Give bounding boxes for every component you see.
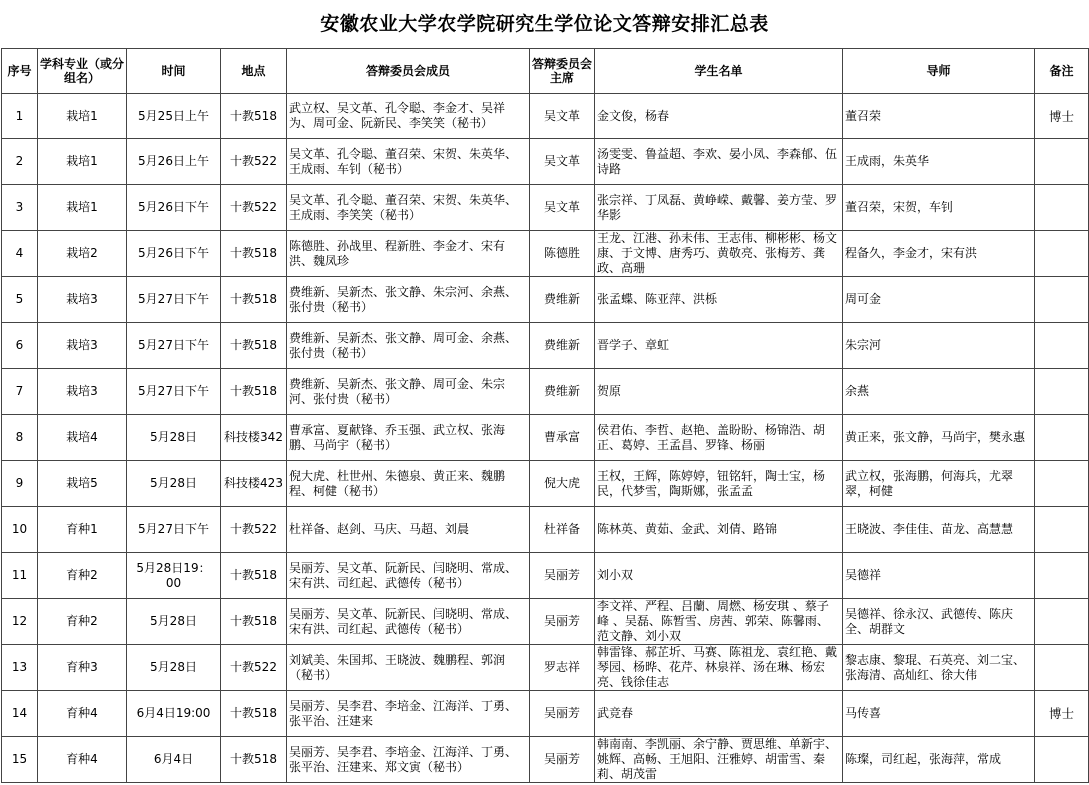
cell-advisor: 陈璨，司红起，张海萍，常成	[843, 737, 1035, 783]
cell-remark	[1035, 415, 1089, 461]
cell-committee: 武立权、吴文革、孔令聪、李金才、吴祥为、周可金、阮新民、李笑笑（秘书）	[287, 94, 530, 139]
cell-no: 5	[2, 277, 38, 323]
cell-major: 栽培4	[38, 415, 127, 461]
cell-advisor: 王成雨，朱英华	[843, 139, 1035, 185]
cell-remark	[1035, 599, 1089, 645]
table-row	[2, 461, 1089, 507]
cell-advisor: 朱宗河	[843, 323, 1035, 369]
cell-committee: 吴丽芳、吴文革、阮新民、闫晓明、常成、宋有洪、司红起、武德传（秘书）	[287, 553, 530, 599]
header-committee: 答辩委员会成员	[287, 49, 530, 94]
cell-major: 育种2	[38, 553, 127, 599]
cell-chair: 吴丽芳	[530, 553, 595, 599]
cell-major: 栽培3	[38, 323, 127, 369]
table-row	[2, 599, 1089, 645]
cell-major: 栽培1	[38, 139, 127, 185]
cell-major: 栽培5	[38, 461, 127, 507]
table-row	[2, 737, 1089, 783]
cell-time: 5月27日下午	[127, 369, 221, 415]
cell-no: 1	[2, 94, 38, 139]
cell-time: 5月28日	[127, 645, 221, 691]
cell-no: 6	[2, 323, 38, 369]
cell-committee: 吴丽芳、吴文革、阮新民、闫晓明、常成、宋有洪、司红起、武德传（秘书）	[287, 599, 530, 645]
header-remark: 备注	[1035, 49, 1089, 94]
cell-remark	[1035, 231, 1089, 277]
table-row	[2, 94, 1089, 139]
cell-students: 金文俊，杨春	[595, 94, 843, 139]
cell-advisor: 黎志康、黎琨、石英亮、刘二宝、张海清、高灿红、徐大伟	[843, 645, 1035, 691]
cell-chair: 杜祥备	[530, 507, 595, 553]
table-row	[2, 645, 1089, 691]
table-row	[2, 323, 1089, 369]
cell-major: 育种4	[38, 691, 127, 737]
cell-students: 王龙、江港、孙未伟、王志伟、柳彬彬、杨文康、于文博、唐秀巧、黄敬亮、张梅芳、龚政、高珊	[595, 231, 843, 277]
cell-remark	[1035, 507, 1089, 553]
table-row	[2, 507, 1089, 553]
cell-major: 栽培3	[38, 277, 127, 323]
cell-no: 15	[2, 737, 38, 783]
header-time: 时间	[127, 49, 221, 94]
cell-students: 韩雷锋、郝芷圻、马赛、陈祖龙、袁红艳、戴琴园、杨晔、花芹、林泉祥、汤在琳、杨宏亮、钱徐佳志	[595, 645, 843, 691]
cell-chair: 倪大虎	[530, 461, 595, 507]
cell-advisor: 吴德祥	[843, 553, 1035, 599]
cell-remark	[1035, 277, 1089, 323]
cell-students: 武竞春	[595, 691, 843, 737]
cell-chair: 罗志祥	[530, 645, 595, 691]
cell-major: 育种3	[38, 645, 127, 691]
cell-committee: 吴丽芳、吴李君、李培金、江海洋、丁勇、张平治、汪建来、郑文寅（秘书）	[287, 737, 530, 783]
cell-chair: 费维新	[530, 323, 595, 369]
cell-remark	[1035, 139, 1089, 185]
cell-place: 十教518	[221, 94, 287, 139]
cell-time: 5月26日上午	[127, 139, 221, 185]
table-row	[2, 369, 1089, 415]
cell-students: 侯君佑、李哲、赵艳、盖盼盼、杨锦浩、胡正、葛婷、王孟昌、罗锋、杨丽	[595, 415, 843, 461]
cell-time: 6月4日	[127, 737, 221, 783]
cell-no: 8	[2, 415, 38, 461]
defense-schedule-table	[1, 48, 1089, 783]
cell-no: 2	[2, 139, 38, 185]
cell-committee: 费维新、吴新杰、张文静、周可金、朱宗河、张付贵（秘书）	[287, 369, 530, 415]
cell-remark: 博士	[1035, 691, 1089, 737]
cell-time: 5月27日下午	[127, 323, 221, 369]
cell-no: 9	[2, 461, 38, 507]
cell-chair: 吴丽芳	[530, 599, 595, 645]
cell-advisor: 余燕	[843, 369, 1035, 415]
cell-students: 张孟蝶、陈亚萍、洪栎	[595, 277, 843, 323]
cell-place: 十教518	[221, 553, 287, 599]
table-row	[2, 415, 1089, 461]
header-advisor: 导师	[843, 49, 1035, 94]
cell-committee: 吴文革、孔令聪、董召荣、宋贺、朱英华、王成雨、李笑笑（秘书）	[287, 185, 530, 231]
cell-time: 5月26日下午	[127, 185, 221, 231]
page-title: 安徽农业大学农学院研究生学位论文答辩安排汇总表	[320, 13, 769, 35]
cell-place: 十教522	[221, 507, 287, 553]
cell-place: 十教518	[221, 369, 287, 415]
cell-committee: 吴丽芳、吴李君、李培金、江海洋、丁勇、张平治、汪建来	[287, 691, 530, 737]
cell-no: 7	[2, 369, 38, 415]
cell-students: 韩南南、李凯丽、余宁静、贾思维、单新宇、姚辉、高畅、王旭阳、汪雅婷、胡雷雪、秦莉、胡茂雷	[595, 737, 843, 783]
cell-chair: 费维新	[530, 277, 595, 323]
cell-place: 十教518	[221, 277, 287, 323]
cell-no: 13	[2, 645, 38, 691]
cell-chair: 费维新	[530, 369, 595, 415]
cell-time: 5月28日19：00	[127, 553, 221, 599]
table-row	[2, 553, 1089, 599]
header-no: 序号	[2, 49, 38, 94]
header-row	[2, 49, 1089, 94]
cell-place: 科技楼342	[221, 415, 287, 461]
cell-committee: 吴文革、孔令聪、董召荣、宋贺、朱英华、王成雨、车钊（秘书）	[287, 139, 530, 185]
cell-no: 11	[2, 553, 38, 599]
cell-no: 12	[2, 599, 38, 645]
cell-committee: 费维新、吴新杰、张文静、朱宗河、余燕、张付贵（秘书）	[287, 277, 530, 323]
cell-remark	[1035, 737, 1089, 783]
cell-students: 李文祥、严程、吕蘭、周燃、杨安琪 、蔡子峰 、吴磊、陈暂雪、房茜、郭荣、陈馨雨、范文静、刘小双	[595, 599, 843, 645]
cell-advisor: 吴德祥、徐永汉、武德传、陈庆全、胡群文	[843, 599, 1035, 645]
cell-time: 5月25日上午	[127, 94, 221, 139]
cell-advisor: 王晓波、李佳佳、苗龙、高慧慧	[843, 507, 1035, 553]
header-students: 学生名单	[595, 49, 843, 94]
table-row	[2, 277, 1089, 323]
cell-remark: 博士	[1035, 94, 1089, 139]
cell-chair: 陈德胜	[530, 231, 595, 277]
cell-time: 5月26日下午	[127, 231, 221, 277]
table-row	[2, 691, 1089, 737]
cell-place: 十教522	[221, 645, 287, 691]
cell-students: 张宗祥、丁凤磊、黄峥嵘、戴馨、姜方莹、罗华影	[595, 185, 843, 231]
cell-committee: 陈德胜、孙战里、程新胜、李金才、宋有洪、魏凤珍	[287, 231, 530, 277]
cell-time: 5月28日	[127, 461, 221, 507]
cell-committee: 杜祥备、赵剑、马庆、马超、刘晨	[287, 507, 530, 553]
header-place: 地点	[221, 49, 287, 94]
cell-chair: 吴丽芳	[530, 691, 595, 737]
cell-students: 晋学子、章虹	[595, 323, 843, 369]
cell-major: 栽培1	[38, 185, 127, 231]
cell-committee: 曹承富、夏献锋、乔玉强、武立权、张海鹏、马尚宇（秘书）	[287, 415, 530, 461]
cell-place: 十教522	[221, 185, 287, 231]
cell-no: 10	[2, 507, 38, 553]
cell-chair: 吴文革	[530, 94, 595, 139]
cell-major: 栽培3	[38, 369, 127, 415]
cell-major: 育种1	[38, 507, 127, 553]
cell-place: 科技楼423	[221, 461, 287, 507]
cell-time: 5月28日	[127, 599, 221, 645]
cell-place: 十教518	[221, 599, 287, 645]
cell-advisor: 程备久，李金才，宋有洪	[843, 231, 1035, 277]
cell-no: 3	[2, 185, 38, 231]
cell-remark	[1035, 553, 1089, 599]
cell-students: 汤雯雯、鲁益超、李欢、晏小凤、李森郁、伍诗路	[595, 139, 843, 185]
cell-advisor: 董召荣，宋贺，车钊	[843, 185, 1035, 231]
cell-chair: 吴丽芳	[530, 737, 595, 783]
cell-place: 十教518	[221, 691, 287, 737]
cell-place: 十教522	[221, 139, 287, 185]
cell-chair: 曹承富	[530, 415, 595, 461]
cell-advisor: 周可金	[843, 277, 1035, 323]
cell-no: 14	[2, 691, 38, 737]
cell-time: 5月27日下午	[127, 277, 221, 323]
cell-time: 6月4日19:00	[127, 691, 221, 737]
cell-committee: 倪大虎、杜世州、朱德泉、黄正来、魏鹏程、柯健（秘书）	[287, 461, 530, 507]
cell-no: 4	[2, 231, 38, 277]
cell-students: 刘小双	[595, 553, 843, 599]
cell-committee: 费维新、吴新杰、张文静、周可金、余燕、张付贵（秘书）	[287, 323, 530, 369]
cell-advisor: 马传喜	[843, 691, 1035, 737]
table-row	[2, 139, 1089, 185]
cell-advisor: 董召荣	[843, 94, 1035, 139]
cell-major: 育种4	[38, 737, 127, 783]
cell-place: 十教518	[221, 323, 287, 369]
cell-major: 栽培1	[38, 94, 127, 139]
table-row	[2, 231, 1089, 277]
cell-advisor: 黄正来，张文静，马尚宇，樊永惠	[843, 415, 1035, 461]
cell-place: 十教518	[221, 737, 287, 783]
cell-major: 栽培2	[38, 231, 127, 277]
cell-time: 5月27日下午	[127, 507, 221, 553]
cell-remark	[1035, 323, 1089, 369]
cell-chair: 吴文革	[530, 185, 595, 231]
cell-students: 王权，王辉，陈婷婷，钮铭轩，陶士宝，杨民，代梦雪，陶斯娜，张孟孟	[595, 461, 843, 507]
cell-place: 十教518	[221, 231, 287, 277]
cell-chair: 吴文革	[530, 139, 595, 185]
cell-remark	[1035, 185, 1089, 231]
cell-committee: 刘斌美、朱国邦、王晓波、魏鹏程、郭润（秘书）	[287, 645, 530, 691]
cell-students: 贺原	[595, 369, 843, 415]
cell-time: 5月28日	[127, 415, 221, 461]
cell-remark	[1035, 369, 1089, 415]
cell-remark	[1035, 645, 1089, 691]
header-major: 学科专业（或分组名）	[38, 49, 127, 94]
header-chair: 答辩委员会主席	[530, 49, 595, 94]
cell-remark	[1035, 461, 1089, 507]
cell-students: 陈林英、黄茹、金武、刘倩、路锦	[595, 507, 843, 553]
table-row	[2, 185, 1089, 231]
cell-advisor: 武立权，张海鹏，何海兵，尤翠翠，柯健	[843, 461, 1035, 507]
cell-major: 育种2	[38, 599, 127, 645]
